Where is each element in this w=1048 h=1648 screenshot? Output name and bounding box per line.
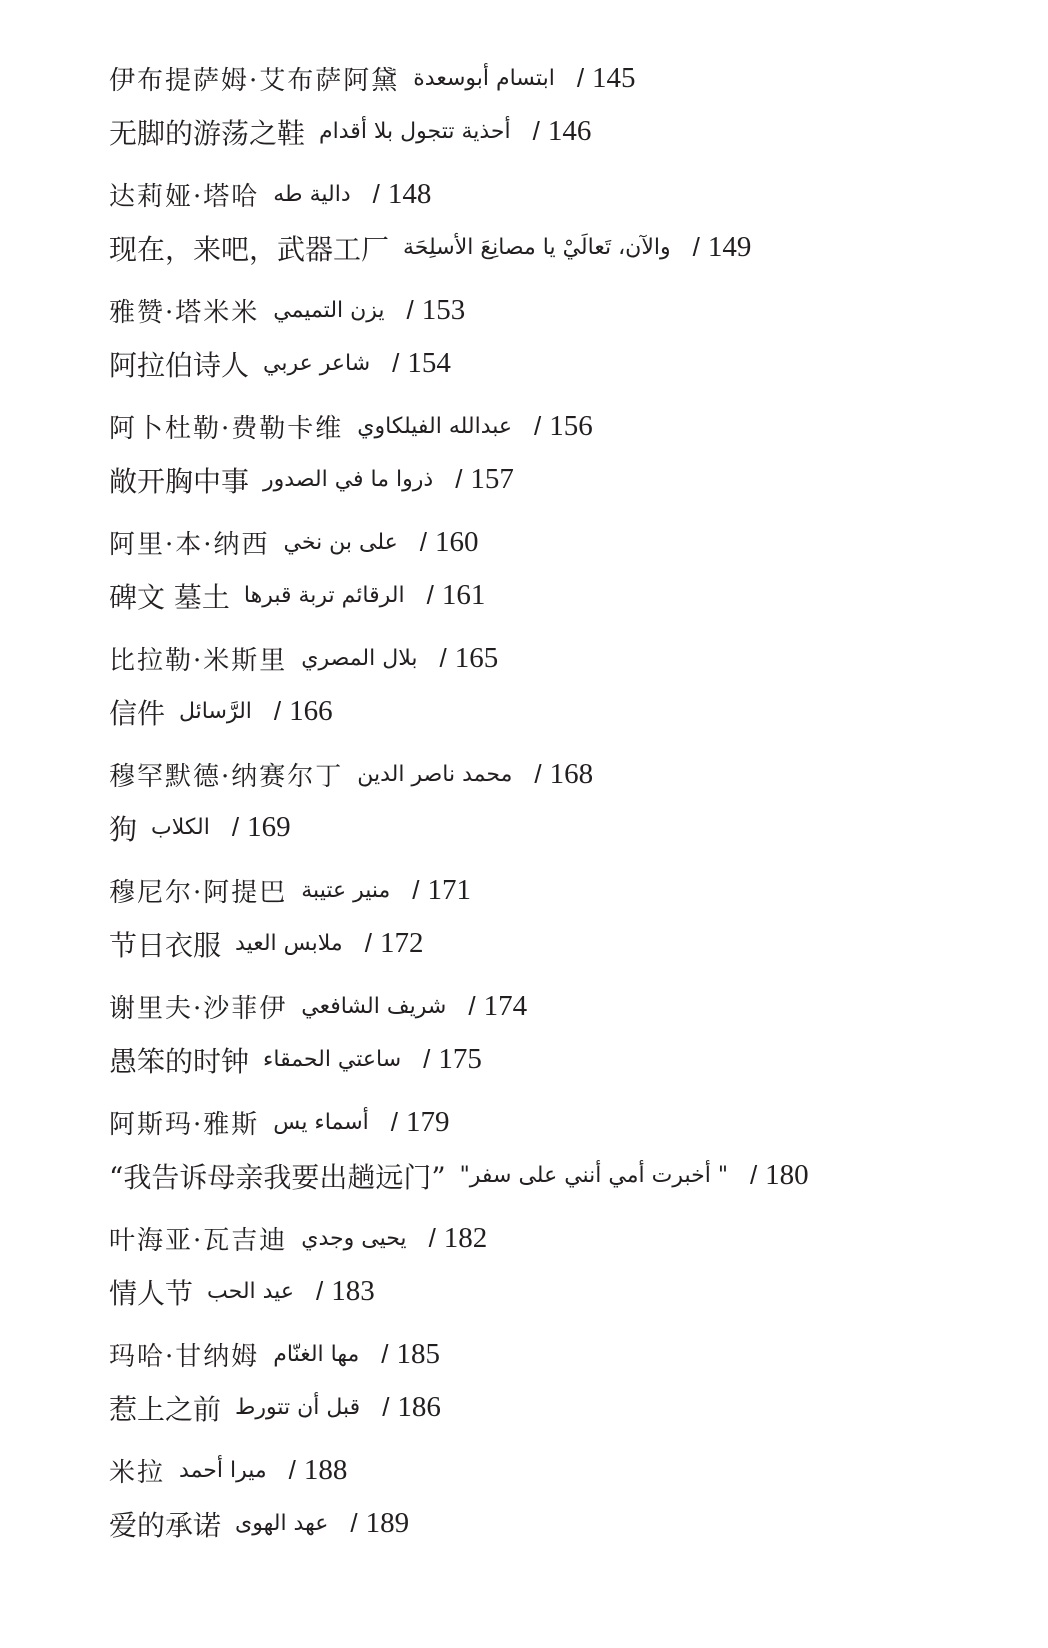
poem-title-arabic: عهد الهوى xyxy=(235,1511,329,1536)
toc-entry xyxy=(109,1444,1009,1550)
page-separator: / xyxy=(468,991,476,1021)
page-number: 166 xyxy=(289,695,333,727)
poet-name-arabic: محمد ناصر الدين xyxy=(357,762,513,787)
poet-name-arabic: مها الغنّام xyxy=(273,1342,360,1367)
page-number: 168 xyxy=(549,758,594,790)
poet-name-chinese: 阿卜杜勒·费勒卡维 xyxy=(109,414,344,444)
page-separator: / xyxy=(692,232,700,262)
page-separator: / xyxy=(364,928,372,958)
page-number: 172 xyxy=(379,927,424,959)
page-number: 160 xyxy=(435,526,479,558)
poem-line xyxy=(109,917,1009,970)
poem-title-chinese: 爱的承诺 xyxy=(109,1508,222,1542)
page-number: 149 xyxy=(707,231,752,263)
poet-name-chinese: 阿斯玛·雅斯 xyxy=(109,1110,260,1140)
poem-line xyxy=(109,1497,1009,1550)
page-separator: / xyxy=(390,1107,398,1137)
poet-line xyxy=(109,1328,1009,1381)
page-number: 182 xyxy=(443,1222,488,1254)
toc-entry xyxy=(109,1212,1009,1318)
page-separator: / xyxy=(576,63,585,93)
poet-line xyxy=(109,864,1009,917)
toc-entry xyxy=(109,1096,1009,1202)
table-of-contents xyxy=(109,52,1009,1560)
poem-line xyxy=(109,453,1009,506)
poem-title-chinese: “我告诉母亲我要出趟远门” xyxy=(109,1160,446,1194)
page-separator: / xyxy=(419,527,428,557)
poet-name-chinese: 雅赞·塔米米 xyxy=(109,298,260,328)
poet-name-chinese: 穆罕默德·纳赛尔丁 xyxy=(109,762,344,792)
poem-line xyxy=(109,801,1009,854)
poet-name-chinese: 穆尼尔·阿提巴 xyxy=(109,878,288,908)
poem-title-chinese: 无脚的游荡之鞋 xyxy=(109,116,306,150)
page-number: 179 xyxy=(405,1106,450,1138)
poem-line xyxy=(109,221,1009,274)
poem-title-chinese: 情人节 xyxy=(109,1276,194,1310)
page-number: 156 xyxy=(549,410,593,442)
poet-name-arabic: بلال المصري xyxy=(301,646,418,671)
page-number: 146 xyxy=(547,115,592,147)
poet-name-chinese: 玛哈·甘纳姆 xyxy=(109,1342,260,1372)
toc-entry xyxy=(109,980,1009,1086)
poet-line xyxy=(109,632,1009,685)
page-separator: / xyxy=(532,116,540,146)
poet-name-arabic: أسماء يس xyxy=(273,1110,369,1135)
toc-entry xyxy=(109,168,1009,274)
page-number: 186 xyxy=(397,1391,441,1423)
poem-title-arabic: الكلاب xyxy=(151,815,210,840)
page-number: 189 xyxy=(365,1507,410,1539)
poem-title-chinese: 节日衣服 xyxy=(109,928,222,962)
page-number: 145 xyxy=(592,62,636,94)
page-number: 157 xyxy=(470,463,514,495)
page-number: 183 xyxy=(331,1275,375,1307)
poet-line xyxy=(109,748,1009,801)
page-number: 169 xyxy=(247,811,291,843)
poem-title-chinese: 狗 xyxy=(109,812,138,846)
page-separator: / xyxy=(392,348,400,378)
page-separator: / xyxy=(382,1392,390,1422)
page-number: 174 xyxy=(483,990,528,1022)
poet-name-chinese: 叶海亚·瓦吉迪 xyxy=(109,1226,288,1256)
poem-title-chinese: 现在，来吧，武器工厂 xyxy=(109,232,390,266)
poet-line xyxy=(109,980,1009,1033)
poet-name-arabic: دالية طه xyxy=(273,182,351,207)
page-number: 171 xyxy=(427,874,472,906)
page-separator: / xyxy=(534,411,542,441)
poet-name-arabic: ابتسام أبوسعدة xyxy=(413,66,555,91)
poem-line xyxy=(109,1033,1009,1086)
page-number: 153 xyxy=(421,294,466,326)
page-separator: / xyxy=(273,696,282,726)
poem-title-chinese: 惹上之前 xyxy=(109,1392,222,1426)
toc-entry xyxy=(109,284,1009,390)
page-separator: / xyxy=(315,1276,324,1306)
poem-title-chinese: 阿拉伯诗人 xyxy=(109,348,250,382)
poem-title-arabic: ذروا ما في الصدور xyxy=(263,467,434,492)
poet-name-arabic: ميرا أحمد xyxy=(179,1458,267,1483)
poem-title-arabic: الرَّسائل xyxy=(179,699,252,724)
poem-title-arabic: شاعر عربي xyxy=(263,351,371,376)
poem-title-arabic: " أخبرت أمي أنني على سفر" xyxy=(459,1163,728,1188)
page-number: 185 xyxy=(396,1338,441,1370)
poem-line xyxy=(109,337,1009,390)
poem-title-chinese: 敞开胸中事 xyxy=(109,464,250,498)
poem-line xyxy=(109,1381,1009,1434)
toc-entry xyxy=(109,864,1009,970)
poet-line xyxy=(109,52,1009,105)
poet-name-chinese: 达莉娅·塔哈 xyxy=(109,182,260,212)
poem-title-arabic: ساعتي الحمقاء xyxy=(263,1047,402,1072)
page-number: 161 xyxy=(441,579,486,611)
poem-line xyxy=(109,685,1009,738)
poet-name-chinese: 比拉勒·米斯里 xyxy=(109,646,288,676)
page-separator: / xyxy=(423,1044,431,1074)
poem-title-chinese: 信件 xyxy=(109,696,166,730)
toc-entry xyxy=(109,748,1009,854)
page-separator: / xyxy=(534,759,542,789)
page-number: 188 xyxy=(303,1454,348,1486)
poem-line xyxy=(109,1149,1009,1202)
toc-entry xyxy=(109,632,1009,738)
poem-title-chinese: 碑文 墓土 xyxy=(109,580,230,614)
poem-title-arabic: قبل أن تتورط xyxy=(235,1395,361,1420)
poem-line xyxy=(109,1265,1009,1318)
page-separator: / xyxy=(381,1339,389,1369)
poet-name-chinese: 阿里·本·纳西 xyxy=(109,530,270,560)
poet-line xyxy=(109,1444,1009,1497)
toc-entry xyxy=(109,1328,1009,1434)
page-separator: / xyxy=(455,464,463,494)
poet-name-chinese: 谢里夫·沙菲伊 xyxy=(109,994,288,1024)
page-separator: / xyxy=(372,179,380,209)
poet-name-arabic: شريف الشافعي xyxy=(301,994,447,1019)
poem-title-chinese: 愚笨的时钟 xyxy=(109,1044,250,1078)
page-number: 165 xyxy=(454,642,499,674)
poem-title-arabic: أحذية تتجول بلا أقدام xyxy=(319,119,511,144)
poet-name-arabic: منير عتيبة xyxy=(301,878,391,903)
toc-entry xyxy=(109,52,1009,158)
poet-name-arabic: على بن نخي xyxy=(283,530,398,555)
page-number: 148 xyxy=(387,178,432,210)
toc-entry xyxy=(109,516,1009,622)
poem-line xyxy=(109,105,1009,158)
page-separator: / xyxy=(428,1223,436,1253)
page-separator: / xyxy=(749,1160,758,1190)
page-separator: / xyxy=(406,295,414,325)
page-separator: / xyxy=(231,812,240,842)
page-separator: / xyxy=(439,643,447,673)
poem-line xyxy=(109,569,1009,622)
poem-title-arabic: عيد الحب xyxy=(207,1279,294,1304)
page-separator: / xyxy=(426,580,434,610)
poet-line xyxy=(109,1096,1009,1149)
page-number: 175 xyxy=(438,1043,482,1075)
poet-line xyxy=(109,1212,1009,1265)
poet-name-chinese: 伊布提萨姆·艾布萨阿黛 xyxy=(109,66,400,96)
poet-name-arabic: عبدالله الفيلكاوي xyxy=(357,414,513,439)
page-separator: / xyxy=(412,875,420,905)
poet-line xyxy=(109,400,1009,453)
poem-title-arabic: والآن، تَعالَيْ يا مصانِعَ الأسلِحَة xyxy=(403,235,671,260)
page-number: 154 xyxy=(407,347,451,379)
page-separator: / xyxy=(288,1455,296,1485)
poet-line xyxy=(109,516,1009,569)
poem-title-arabic: الرقائم تربة قبرها xyxy=(243,583,405,608)
toc-entry xyxy=(109,400,1009,506)
poet-name-arabic: يزن التميمي xyxy=(273,298,385,323)
page-number: 180 xyxy=(765,1159,809,1191)
poet-line xyxy=(109,168,1009,221)
poet-line xyxy=(109,284,1009,337)
poet-name-arabic: يحيى وجدي xyxy=(301,1226,407,1251)
poet-name-chinese: 米拉 xyxy=(109,1458,166,1488)
poem-title-arabic: ملابس العيد xyxy=(235,931,343,956)
page-separator: / xyxy=(350,1508,358,1538)
